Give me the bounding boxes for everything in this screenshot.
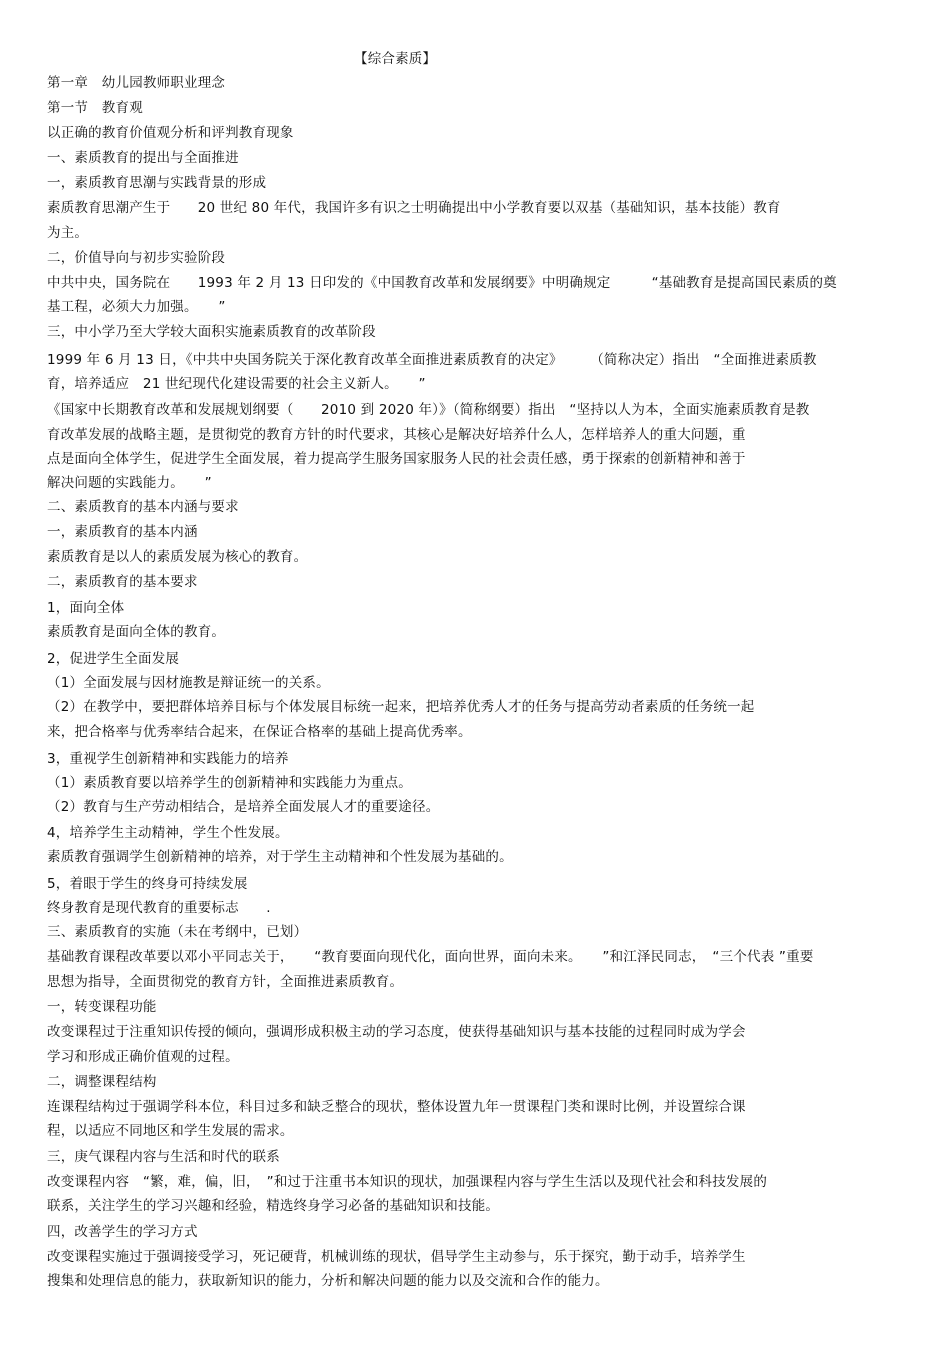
text-line: 一，素质教育的基本内涵: [47, 524, 198, 540]
text-line: 改变课程内容 “繁，难，偏，旧， ”和过于注重书本知识的现状，加强课程内容与学生生活以及现代社会和科技发展的: [47, 1174, 768, 1190]
text-line: 改变课程实施过于强调接受学习，死记硬背，机械训练的现状，倡导学生主动参与，乐于探究，勤于动手，培养学生: [47, 1249, 746, 1265]
text-line: 4，培养学生主动精神，学生个性发展。: [47, 825, 289, 841]
text-line: 素质教育是面向全体的教育。: [47, 624, 226, 640]
document-title: 【综合素质】: [354, 51, 437, 67]
text-line: 思想为指导，全面贯彻党的教育方针，全面推进素质教育。: [47, 974, 404, 990]
text-line: 搜集和处理信息的能力，获取新知识的能力，分析和解决问题的能力以及交流和合作的能力。: [47, 1273, 609, 1289]
text-line: 二，素质教育的基本要求: [47, 574, 198, 590]
text-line: 一，转变课程功能: [47, 999, 157, 1015]
text-line: 点是面向全体学生，促进学生全面发展，着力提高学生服务国家服务人民的社会责任感，勇于探索的创新精神和善于: [47, 451, 746, 467]
text-line: 一，素质教育思潮与实践背景的形成: [47, 175, 267, 191]
text-line: 1999 年 6 月 13 日，《中共中央国务院关于深化教育改革全面推进素质教育的决定》 （简称决定）指出 “全面推进素质教: [47, 352, 817, 368]
section-heading: 第一节 教育观: [47, 100, 143, 116]
text-line: 素质教育思潮产生于 20 世纪 80 年代，我国许多有识之士明确提出中小学教育要以双基（基础知识，基本技能）教育: [47, 200, 781, 216]
text-line: 以正确的教育价值观分析和评判教育现象: [47, 125, 294, 141]
text-line: 2，促进学生全面发展: [47, 651, 180, 667]
text-line: 素质教育强调学生创新精神的培养，对于学生主动精神和个性发展为基础的。: [47, 849, 513, 865]
text-line: 中共中央，国务院在 1993 年 2 月 13 日印发的《中国教育改革和发展纲要》中明确规定 “基础教育是提高国民素质的奠: [47, 275, 837, 291]
text-line: 《国家中长期教育改革和发展规划纲要（ 2010 到 2020 年）》（简称纲要）指出 “坚持以人为本，全面实施素质教育是教: [47, 402, 810, 418]
text-line: 二、素质教育的基本内涵与要求: [47, 499, 239, 515]
text-line: 四，改善学生的学习方式: [47, 1224, 198, 1240]
text-line: 终身教育是现代教育的重要标志 .: [47, 900, 271, 916]
text-line: 连课程结构过于强调学科本位，科目过多和缺乏整合的现状，整体设置九年一贯课程门类和课时比例，并设置综合课: [47, 1099, 746, 1115]
text-line: 三、素质教育的实施（未在考纲中，已划）: [47, 924, 308, 940]
text-line: 程，以适应不同地区和学生发展的需求。: [47, 1123, 294, 1139]
text-line: 来，把合格率与优秀率结合起来，在保证合格率的基础上提高优秀率。: [47, 724, 472, 740]
text-line: 二，调整课程结构: [47, 1074, 157, 1090]
text-line: 基工程，必须大力加强。 ”: [47, 299, 226, 315]
text-line: （1）素质教育要以培养学生的创新精神和实践能力为重点。: [47, 775, 412, 791]
text-line: 3，重视学生创新精神和实践能力的培养: [47, 751, 289, 767]
text-line: 育，培养适应 21 世纪现代化建设需要的社会主义新人。 ”: [47, 376, 426, 392]
text-line: 基础教育课程改革要以邓小平同志关于， “教育要面向现代化，面向世界，面向未来。 ”和江泽民同志， “三个代表 ”重要: [47, 949, 814, 965]
text-line: 二，价值导向与初步实验阶段: [47, 250, 226, 266]
text-line: 改变课程过于注重知识传授的倾向，强调形成积极主动的学习态度，使获得基础知识与基本技能的过程同时成为学会: [47, 1024, 746, 1040]
text-line: 联系，关注学生的学习兴趣和经验，精选终身学习必备的基础知识和技能。: [47, 1198, 500, 1214]
text-line: 1，面向全体: [47, 600, 125, 616]
text-line: （2）在教学中，要把群体培养目标与个体发展目标统一起来，把培养优秀人才的任务与提高劳动者素质的任务统一起: [47, 699, 755, 715]
text-line: 为主。: [47, 225, 89, 241]
text-line: 育改革发展的战略主题，是贯彻党的教育方针的时代要求，其核心是解决好培养什么人，怎样培养人的重大问题，重: [47, 427, 746, 443]
text-line: 素质教育是以人的素质发展为核心的教育。: [47, 549, 308, 565]
text-line: 学习和形成正确价值观的过程。: [47, 1049, 239, 1065]
text-line: （2）教育与生产劳动相结合，是培养全面发展人才的重要途径。: [47, 799, 440, 815]
text-line: 三，中小学乃至大学较大面积实施素质教育的改革阶段: [47, 324, 376, 340]
text-line: 5，着眼于学生的终身可持续发展: [47, 876, 248, 892]
chapter-heading: 第一章 幼儿园教师职业理念: [47, 75, 226, 91]
text-line: 三，庚气课程内容与生活和时代的联系: [47, 1149, 280, 1165]
text-line: 一、素质教育的提出与全面推进: [47, 150, 239, 166]
text-line: 解决问题的实践能力。 ”: [47, 475, 212, 491]
text-line: （1）全面发展与因材施教是辩证统一的关系。: [47, 675, 330, 691]
